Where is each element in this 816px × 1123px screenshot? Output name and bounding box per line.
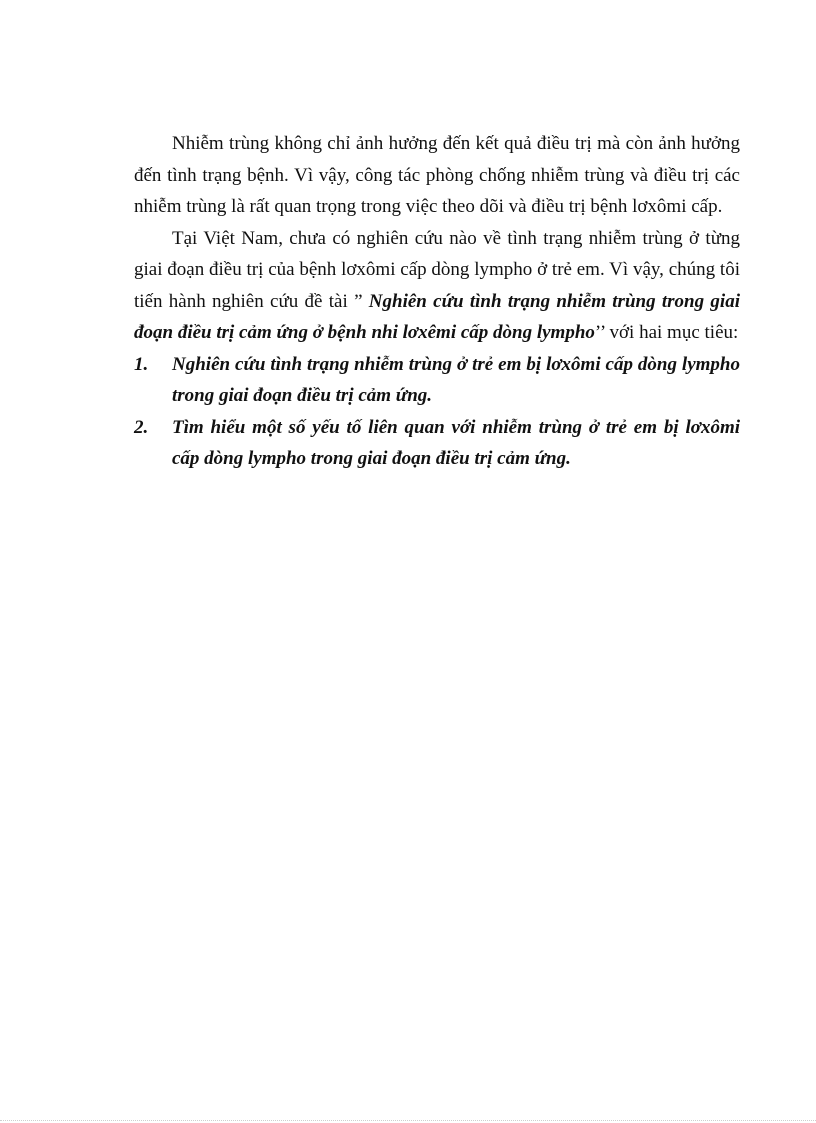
objective-text: Nghiên cứu tình trạng nhiễm trùng ở trẻ em bị lơxômi cấp dòng lympho trong giai đoạn điều trị cảm ứng.	[172, 353, 740, 406]
objective-number: 2.	[134, 416, 149, 438]
objective-item	[134, 349, 740, 412]
paragraph-research-topic	[134, 223, 740, 349]
objectives-list	[134, 349, 740, 475]
document-body	[134, 128, 740, 475]
research-intro-text: Tại Việt Nam, chưa có nghiên cứu nào về tình trạng nhiễm trùng ở từng giai đoạn điều trị của bệnh lơxômi cấp dòng lympho ở trẻ em. Vì vậy, chúng tôi tiến hành nghiên cứu đề tài ”	[134, 227, 740, 312]
objective-text: Tìm hiểu một số yếu tố liên quan với nhiễm trùng ở trẻ em bị lơxômi cấp dòng lympho trong giai đoạn điều trị cảm ứng.	[172, 416, 740, 469]
objective-item	[134, 412, 740, 475]
page-bottom-border	[0, 1120, 816, 1121]
research-title: Nghiên cứu tình trạng nhiễm trùng trong giai đoạn điều trị cảm ứng ở bệnh nhi lơxêmi cấp dòng lympho	[134, 290, 740, 343]
research-outro-text: ’’ với hai mục tiêu:	[594, 322, 739, 343]
paragraph-infection-impact: Nhiễm trùng không chỉ ảnh hưởng đến kết quả điều trị mà còn ảnh hưởng đến tình trạng bệnh. Vì vậy, công tác phòng chống nhiễm trùng và điều trị các nhiễm trùng là rất quan trọng trong việc theo dõi và điều trị bệnh lơxômi cấp.	[134, 133, 740, 217]
objective-number: 1.	[134, 353, 149, 375]
